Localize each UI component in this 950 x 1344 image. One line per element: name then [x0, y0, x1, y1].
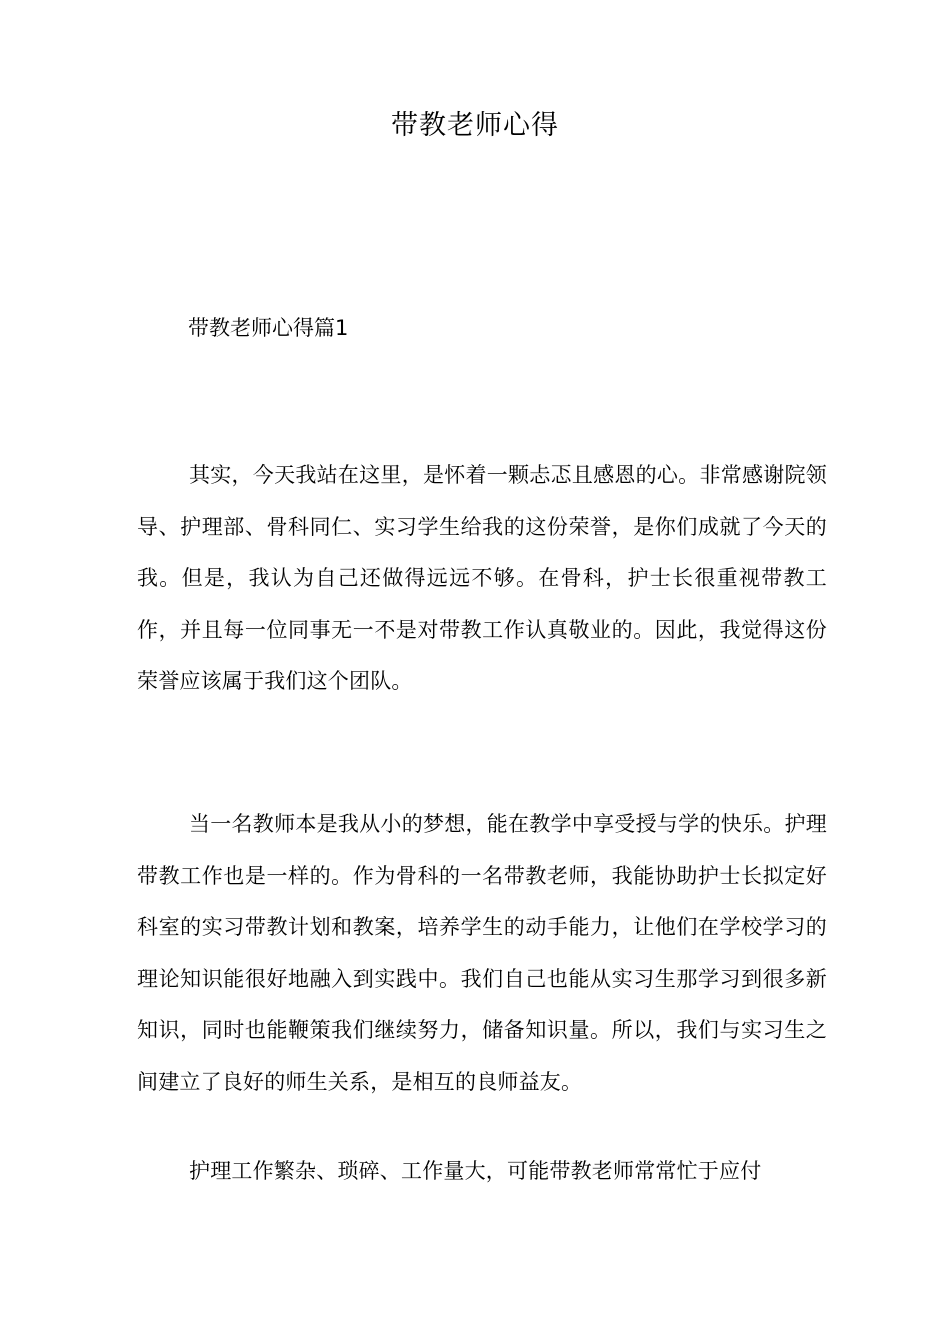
paragraph-2: 当一名教师本是我从小的梦想，能在教学中享受授与学的快乐。护理带教工作也是一样的。作为骨科的一名带教老师，我能协助护士长拟定好科室的实习带教计划和教案，培养学生的动手能力，让他们在学校学习的理论知识能很好地融入到实践中。我们自己也能从实习生那学习到很多新知识，同时也能鞭策我们继续努力，储备知识量。所以，我们与实习生之间建立了良好的师生关系，是相互的良师益友。	[137, 812, 827, 1094]
section-heading: 带教老师心得篇1	[188, 316, 349, 340]
paragraph-3: 护理工作繁杂、琐碎、工作量大，可能带教老师常常忙于应付	[189, 1159, 762, 1183]
paragraph-1: 其实，今天我站在这里，是怀着一颗忐忑且感恩的心。非常感谢院领导、护理部、骨科同仁、实习学生给我的这份荣誉，是你们成就了今天的我。但是，我认为自己还做得远远不够。在骨科，护士长很重视带教工作，并且每一位同事无一不是对带教工作认真敬业的。因此，我觉得这份荣誉应该属于我们这个团队。	[137, 463, 827, 693]
document-title: 带教老师心得	[391, 110, 559, 141]
